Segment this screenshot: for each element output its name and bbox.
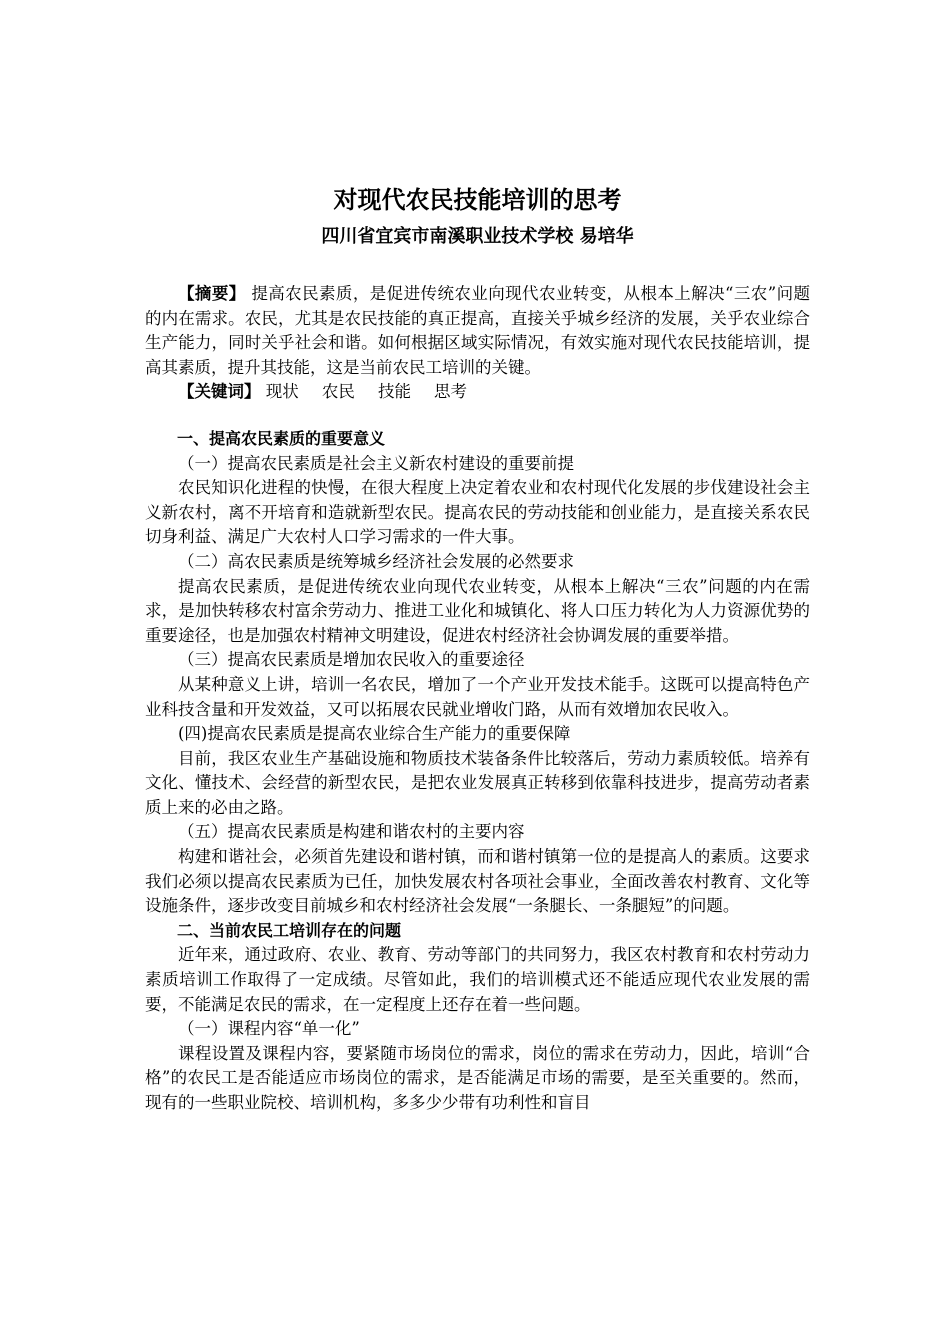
body-paragraph: 构建和谐社会，必须首先建设和谐村镇，而和谐村镇第一位的是提高人的素质。这要求我们必须以提高农民素质为已任，加快发展农村各项社会事业，全面改善农村教育、文化等设施条件，逐步改变目前城乡和农村经济社会发展“一条腿长、一条腿短”的问题。 bbox=[145, 847, 810, 916]
subsection-heading: (四)提高农民素质是提高农业综合生产能力的重要保障 bbox=[178, 724, 571, 744]
keyword-item: 技能 bbox=[377, 382, 411, 402]
keyword-item: 思考 bbox=[434, 382, 468, 402]
body-paragraph: 农民知识化进程的快慢，在很大程度上决定着农业和农村现代化发展的步伐建设社会主义新农村，离不开培育和造就新型农民。提高农民的劳动技能和创业能力，是直接关系农民切身利益、满足广大农村人口学习需求的一件大事。 bbox=[145, 478, 810, 547]
subsection-heading: （二）高农民素质是统筹城乡经济社会发展的必然要求 bbox=[178, 551, 574, 571]
body-paragraph: 从某种意义上讲，培训一名农民，增加了一个产业开发技术能手。这既可以提高特色产业科技含量和开发效益，又可以拓展农民就业增收门路，从而有效增加农民收入。 bbox=[145, 674, 810, 719]
body-paragraph: 提高农民素质，是促进传统农业向现代农业转变，从根本上解决“三农”问题的内在需求，是加快转移农村富余劳动力、推进工业化和城镇化、将人口压力转化为人力资源优势的重要途径，也是加强农村精神文明建设，促进农村经济社会协调发展的重要举措。 bbox=[145, 576, 810, 645]
section-heading: 二、当前农民工培训存在的问题 bbox=[177, 920, 402, 940]
subsection-heading: （五）提高农民素质是构建和谐农村的主要内容 bbox=[178, 822, 525, 842]
abstract-text: 提高农民素质，是促进传统农业向现代农业转变，从根本上解决“三农”问题的内在需求。农民，尤其是农民技能的真正提高，直接关乎城乡经济的发展，关乎农业综合生产能力，同时关乎社会和谐。如何根据区域实际情况，有效实施对现代农民技能培训，提高其素质，提升其技能，这是当前农民工培训的关键。 bbox=[145, 284, 811, 377]
keyword-item: 现状 bbox=[265, 382, 299, 402]
document-title: 对现代农民技能培训的思考 bbox=[333, 186, 622, 214]
subsection-heading: （三）提高农民素质是增加农民收入的重要途径 bbox=[178, 650, 525, 670]
body-paragraph: 课程设置及课程内容，要紧随市场岗位的需求，岗位的需求在劳动力，因此，培训“合格”的农民工是否能适应市场岗位的需求，是否能满足市场的需要，是至关重要的。然而，现有的一些职业院校、培训机构，多多少少带有功利性和盲目 bbox=[145, 1043, 810, 1112]
subsection-heading: （一）课程内容“单一化” bbox=[178, 1019, 360, 1039]
body-paragraph: 目前，我区农业生产基础设施和物质技术装备条件比较落后，劳动力素质较低。培养有文化、懂技术、会经营的新型农民，是把农业发展真正转移到依靠科技进步，提高劳动者素质上来的必由之路。 bbox=[145, 748, 810, 817]
section-heading: 一、提高农民素质的重要意义 bbox=[177, 428, 386, 448]
keywords-label: 【关键词】 bbox=[178, 382, 261, 402]
subsection-heading: （一）提高农民素质是社会主义新农村建设的重要前提 bbox=[178, 453, 574, 473]
keywords-paragraph bbox=[145, 380, 810, 405]
body-paragraph: 近年来，通过政府、农业、教育、劳动等部门的共同努力，我区农村教育和农村劳动力素质培训工作取得了一定成绩。尽管如此，我们的培训模式还不能适应现代农业发展的需要，不能满足农民的需求，在一定程度上还存在着一些问题。 bbox=[145, 945, 810, 1014]
abstract-label: 【摘要】 bbox=[178, 284, 246, 303]
author-line: 四川省宜宾市南溪职业技术学校 易培华 bbox=[321, 226, 634, 247]
keyword-item: 农民 bbox=[321, 382, 355, 402]
abstract-paragraph bbox=[145, 282, 810, 380]
document-page bbox=[145, 180, 810, 1116]
